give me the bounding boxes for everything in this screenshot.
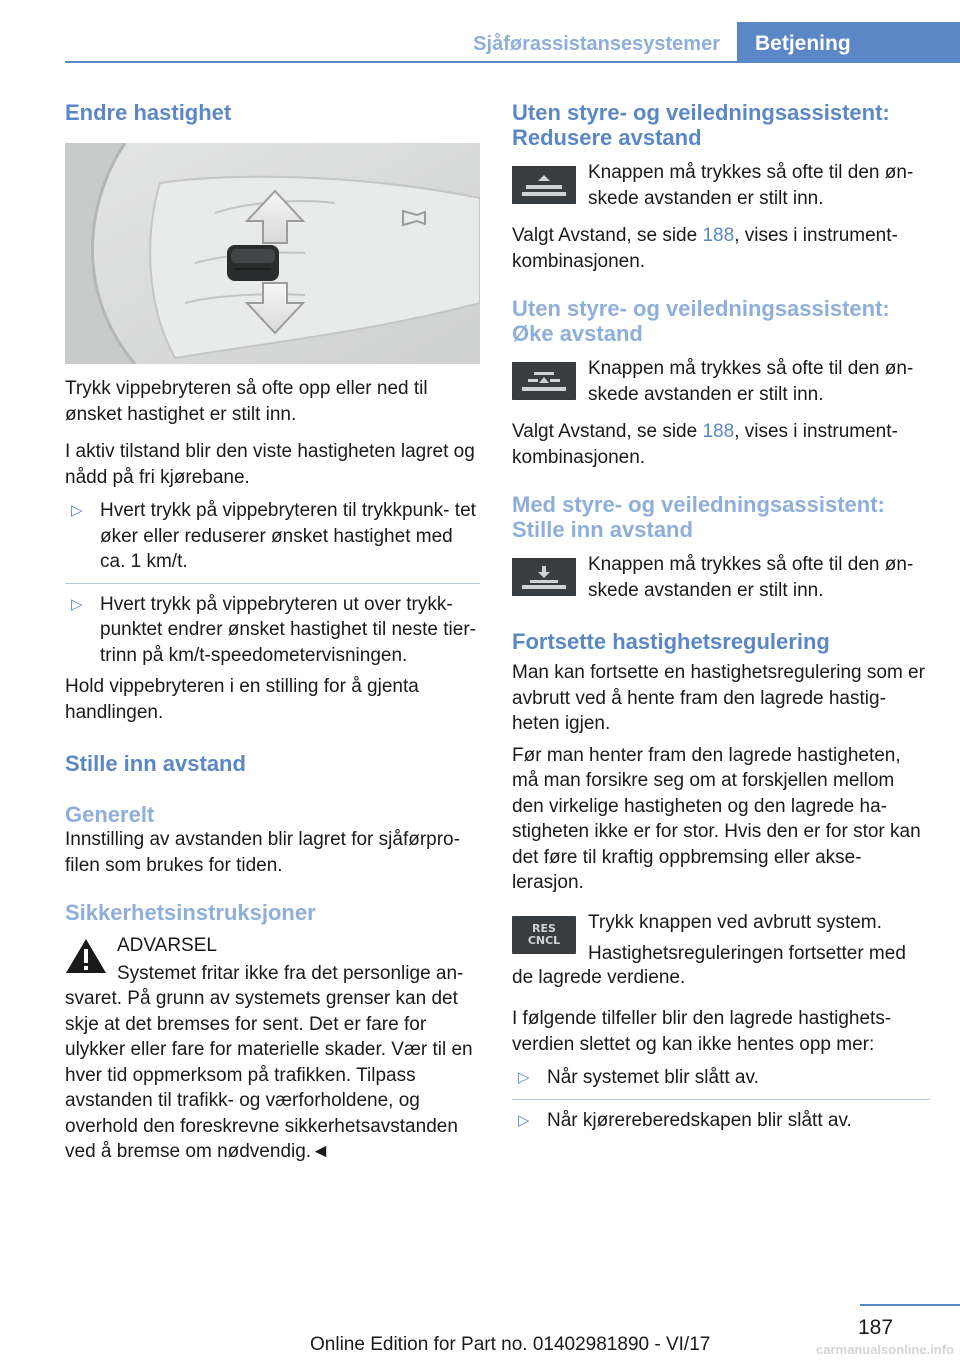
list-item: ▷ Når kjørereberedskapen blir slått av.	[512, 1108, 930, 1134]
res-cncl-button-icon: RES CNCL	[512, 916, 576, 954]
right-column	[512, 100, 930, 1133]
page-number: 187	[858, 1316, 894, 1339]
steering-wheel-illustration	[65, 143, 480, 364]
paragraph-trykk-vippebryteren: Trykk vippebryteren så ofte opp eller ned til ønsket hastighet er stilt inn.	[65, 378, 428, 425]
resume-button-text: Trykk knappen ved avbrutt system.	[588, 911, 882, 933]
increase-distance-button-icon	[512, 362, 576, 400]
speed-change-list	[65, 498, 480, 668]
heading-endre-hastighet: Endre hastighet	[65, 100, 232, 125]
page-link-188[interactable]: 188	[702, 225, 735, 246]
set-distance-text: Knappen må trykkes så ofte til den øn- skede avstanden er stilt inn.	[588, 554, 914, 601]
list-item: ▷ Når systemet blir slått av.	[512, 1065, 930, 1100]
heading-sikkerhetsinstruksjoner: Sikkerhetsinstruksjoner	[65, 900, 316, 925]
set-distance-button-icon	[512, 558, 576, 596]
edition-footer: Online Edition for Part no. 01402981890 - VI/17	[310, 1334, 711, 1355]
paragraph-fortsette-1: Man kan fortsette en hastighetsregulering som er avbrutt ved å hente fram den lagrede hastig- heten igjen.	[512, 662, 925, 734]
heading-redusere-avstand: Uten styre- og veiledningsassistent: Redusere avstand	[512, 100, 890, 150]
resume-button-item	[512, 910, 930, 967]
header-rule	[65, 61, 960, 63]
paragraph-aktiv-tilstand: I aktiv tilstand blir den viste hastigheten lagret og nådd på fri kjørebane.	[65, 441, 475, 488]
steering-wheel-rocker-switch-image	[65, 143, 480, 364]
warning-text-first-line: Systemet fritar ikke fra det personlige an-	[117, 962, 464, 984]
left-column	[65, 100, 480, 1165]
list-item: ▷ Hvert trykk på vippebryteren ut over trykk- punktet endrer ønsket hastighet til neste tier-trinn på km/t-speedometervisningen.	[71, 593, 476, 666]
header-section-title: Sjåførassistansesystemer	[473, 33, 720, 55]
triangle-bullet-icon: ▷	[71, 502, 83, 519]
set-distance-item	[512, 552, 930, 603]
paragraph-valgt-avstand-2: Valgt Avstand, se side 188, vises i instrument- kombinasjonen.	[512, 421, 898, 468]
page-link-188[interactable]: 188	[702, 421, 735, 442]
paragraph-valgt-avstand-1: Valgt Avstand, se side 188, vises i instrument- kombinasjonen.	[512, 225, 898, 272]
paragraph-folgende-tilfeller: I følgende tilfeller blir den lagrede hastighets- verdien slettet og kan ikke hentes opp mer:	[512, 1008, 892, 1055]
heading-stille-inn-avstand: Stille inn avstand	[65, 751, 246, 776]
page-header	[0, 0, 960, 64]
deletion-cases-list	[512, 1065, 930, 1133]
warning-text: svaret. På grunn av systemets grenser kan det skje at det bremses for sent. Det er fare for ulykker eller fare for materielle skader. Vær til en hver tid oppmerksom på trafikken. Tilpass avstanden til trafikk- og værforholdene, og overhold den foreskrevne sikkerhetsavstanden ved å bremse om nødvendig.◄	[65, 988, 473, 1162]
paragraph-hold-vippebryteren: Hold vippebryteren i en stilling for å gjenta handlingen.	[65, 676, 419, 723]
heading-generelt: Generelt	[65, 802, 155, 827]
increase-distance-text: Knappen må trykkes så ofte til den øn- skede avstanden er stilt inn.	[588, 358, 914, 405]
paragraph-fortsette-2: Før man henter fram den lagrede hastigheten, må man forsikre seg om at forskjellen mellom den virkelige hastigheten og den lagrede ha- stigheten ikke er for stor. Hvis den er for stor kan det føre til kraftig oppbremsing eller akse- lerasjon.	[512, 744, 921, 893]
resume-continue-text: Hastighetsreguleringen fortsetter med	[588, 943, 906, 964]
page-number-rule	[860, 1304, 960, 1306]
paragraph-innstilling-avstand: Innstilling av avstanden blir lagret for sjåførpro- filen som brukes for tiden.	[65, 829, 460, 876]
warning-triangle-icon	[65, 937, 107, 975]
heading-fortsette-hastighetsregulering: Fortsette hastighetsregulering	[512, 629, 830, 654]
warning-block	[65, 933, 480, 1165]
resume-continue-text-2: de lagrede verdiene.	[512, 966, 686, 988]
watermark: carmanualsonline.info	[816, 1342, 954, 1357]
triangle-bullet-icon: ▷	[518, 1111, 530, 1129]
increase-distance-item	[512, 356, 930, 407]
header-chapter-tab: Betjening	[737, 22, 960, 63]
list-item: ▷ Hvert trykk på vippebryteren til trykkpunk- tet øker eller reduserer ønsket hastighet med ca. 1 km/t.	[65, 498, 480, 584]
heading-med-styre-assistent: Med styre- og veiledningsassistent: Stille inn avstand	[512, 492, 885, 542]
reduce-distance-text: Knappen må trykkes så ofte til den øn- skede avstanden er stilt inn.	[588, 162, 914, 209]
warning-title: ADVARSEL	[117, 935, 217, 956]
reduce-distance-button-icon	[512, 166, 576, 204]
reduce-distance-item	[512, 160, 930, 211]
heading-oke-avstand: Uten styre- og veiledningsassistent: Øke avstand	[512, 296, 890, 346]
triangle-bullet-icon: ▷	[71, 595, 83, 613]
triangle-bullet-icon: ▷	[518, 1069, 530, 1086]
